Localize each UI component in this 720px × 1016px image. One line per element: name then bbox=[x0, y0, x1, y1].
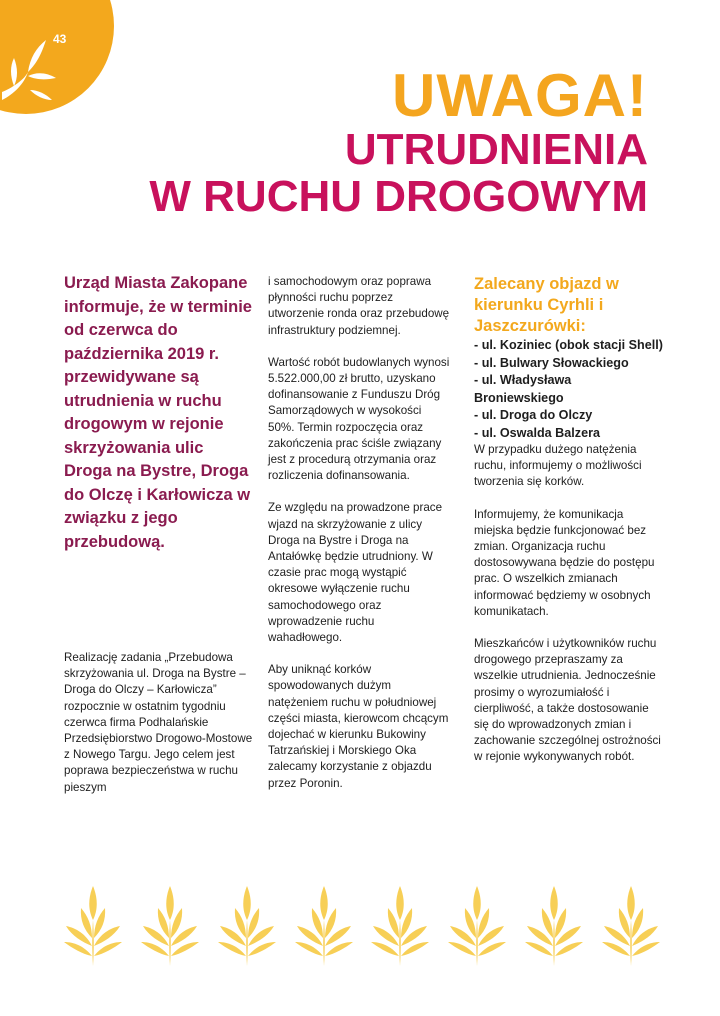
body-paragraph: Realizację zadania „Przebudowa skrzyżowania ul. Droga na Bystre – Droga do Olczy – Karłowicza” rozpocznie w ostatnim tygodniu czerwca firma Podhalańskie Przedsiębiorstwo Drogowo-Mostowe z Nowego Targu. Jego celem jest poprawa bezpieczeństwa w ruchu pieszym bbox=[64, 651, 253, 794]
headline-line-1: UTRUDNIENIA bbox=[344, 125, 648, 174]
detour-heading: Zalecany objazd w kierunku Cyrhli i Jaszczurówki: bbox=[474, 275, 619, 335]
body-paragraph: Ze względu na prowadzone prace wjazd na skrzyżowanie z ulicy Droga na Bystre i Droga na Antałówkę będzie utrudniony. W czasie prac mogą wystąpić okresowe wyłączenie ruchu samochodowego oraz wprowadzenie ruchu wahadłowego. bbox=[268, 501, 443, 645]
list-item: - ul. Koziniec (obok stacji Shell) bbox=[474, 338, 663, 352]
body-paragraph: Wartość robót budowlanych wynosi 5.522.000,00 zł brutto, uzyskano dofinansowanie z Funduszu Dróg Samorządowych w wysokości 50%. Termin rozpoczęcia oraz zakończenia prac ściśle związany jest z procedurą otrzymania oraz rozliczenia dofinansowania. bbox=[268, 355, 450, 483]
headline-warning: UWAGA! bbox=[392, 62, 648, 129]
body-paragraph: Informujemy, że komunikacja miejska będzie funkcjonować bez zmian. Organizacja ruchu dostosowywana będzie do postępu prac. O wszelkich zmianach informować będziemy w osobnych komunikatach. bbox=[474, 507, 655, 618]
column-left bbox=[64, 272, 254, 554]
page-number: 43 bbox=[53, 32, 67, 46]
headline-line-2: W RUCHU DROGOWYM bbox=[149, 172, 648, 221]
wheat-sprig-icon bbox=[600, 880, 662, 968]
wheat-sprig-icon bbox=[139, 880, 201, 968]
wheat-sprig-icon bbox=[0, 28, 58, 108]
column-right bbox=[474, 274, 664, 766]
list-item: - ul. Droga do Olczy bbox=[474, 408, 593, 422]
wheat-sprig-icon bbox=[446, 880, 508, 968]
column-left-body bbox=[64, 650, 254, 796]
wheat-sprig-icon bbox=[523, 880, 585, 968]
body-paragraph: Mieszkańców i użytkowników ruchu drogowego przepraszamy za wszelkie utrudnienia. Jednocześnie prosimy o wyrozumiałość i cierpliwość, a także dostosowanie się do wprowadzonych zmian i zachowanie szczególnej ostrożności w rejonie wykonywanych robót. bbox=[474, 637, 661, 764]
detour-street-list bbox=[474, 337, 664, 442]
list-item: - ul. Oswalda Balzera bbox=[474, 425, 600, 440]
wheat-sprig-icon bbox=[293, 880, 355, 968]
body-paragraph: Aby uniknąć korków spowodowanych dużym natężeniem ruchu w południowej części miasta, kierowcom chcącym dojechać w kierunku Bukowiny Tatrzańskiej i Morskiego Oka zalecamy korzystanie z objazdu przez Poronin. bbox=[268, 663, 449, 790]
lead-paragraph: Urząd Miasta Zakopane informuje, że w terminie od czerwca do października 2019 r. przewidywane są utrudnienia w ruchu drogowym w rejonie skrzyżowania ulic Droga na Bystre, Droga do Olczę i Karłowicza w związku z jego przebudową. bbox=[64, 274, 252, 551]
body-paragraph: i samochodowym oraz poprawa płynności ruchu poprzez utworzenie ronda oraz przebudowę infrastruktury podziemnej. bbox=[268, 275, 450, 337]
body-paragraph: W przypadku dużego natężenia ruchu, informujemy o możliwości tworzenia się korków. bbox=[474, 443, 642, 489]
list-item: - ul. Władysława Broniewskiego bbox=[474, 373, 572, 405]
column-middle bbox=[268, 274, 450, 792]
wheat-sprig-icon bbox=[62, 880, 124, 968]
list-item: - ul. Bulwary Słowackiego bbox=[474, 355, 629, 370]
wheat-sprig-icon bbox=[216, 880, 278, 968]
wheat-sprig-icon bbox=[369, 880, 431, 968]
footer-decoration bbox=[62, 880, 662, 970]
